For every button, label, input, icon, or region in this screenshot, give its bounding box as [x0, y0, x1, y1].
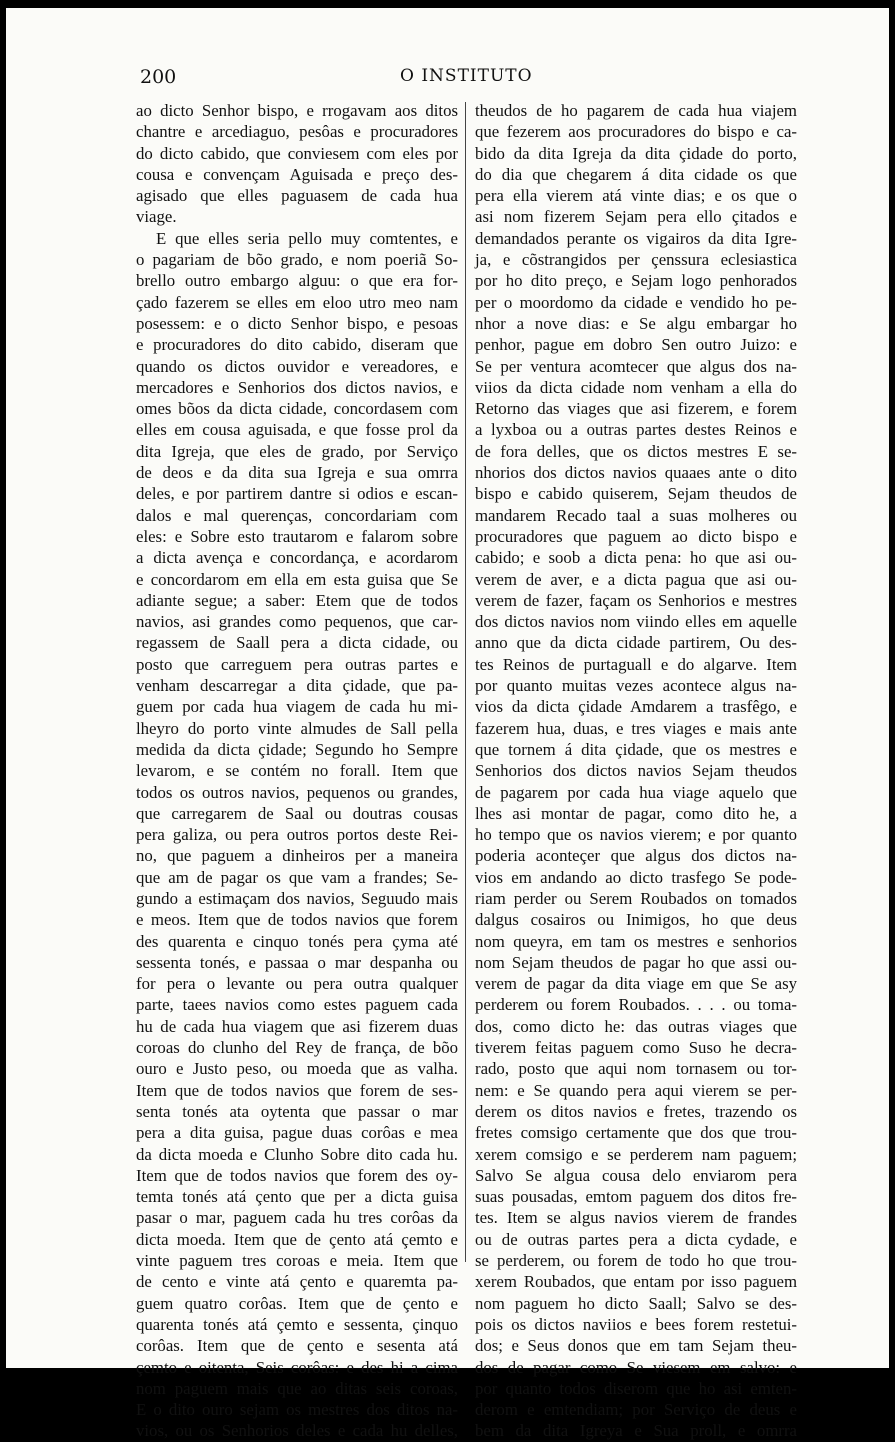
text-line: ao dicto Senhor bispo, e rrogavam aos ditos: [136, 101, 458, 120]
text-line: guem por cada hua viagem de cada hu mi-: [136, 697, 458, 717]
page-number: 200: [140, 66, 177, 88]
text-line: deles, e por partirem dantre si odios e escan-: [136, 484, 458, 504]
text-line: pera ella vierem atá vinte dias; e os que o: [475, 186, 797, 206]
text-line: poderia aconteçer que algus dos dictos na-: [475, 846, 797, 866]
text-line: suas pousadas, emtom paguem dos ditos fre-: [475, 1187, 797, 1207]
text-line: se perderem, ou forem de todo ho que trou-: [475, 1251, 797, 1271]
text-line: da dicta moeda e Clunho Sobre dito cada hu.: [136, 1144, 458, 1164]
text-line: quarenta tonés atá çemto e sessenta, çinquo: [136, 1314, 458, 1334]
text-line: elles em cousa aguisada, e que fosse prol da: [136, 420, 458, 440]
text-line: perderem ou forem Roubados. . . . ou toma-: [475, 995, 797, 1015]
text-line: procuradores que paguem ao dicto bispo e: [475, 526, 797, 546]
text-line: cabido; e soob a dicta pena: ho que asi ou-: [475, 548, 797, 568]
text-line: cousa e convençam Aguisada e preço des-: [136, 164, 458, 184]
text-line: Se per ventura acomtecer que algus dos na-: [475, 356, 797, 376]
text-line: omes bõos da dicta cidade, concordasem com: [136, 399, 458, 419]
text-line: dos dictos navios nom viindo elles em aquelle: [475, 612, 797, 632]
text-line: pois os dictos naviios e bees forem restetui-: [475, 1314, 797, 1334]
text-line: nem: e Se quando pera aqui vierem se per-: [475, 1080, 797, 1100]
text-line: hu de cada hua viagem que asi fizerem duas: [136, 1016, 458, 1036]
text-line: verem de aver, e a dicta pagua que asi ou-: [475, 569, 797, 589]
text-line: medida da dicta çidade; Segundo ho Sempre: [136, 739, 458, 759]
text-line: derom e emtendiam; por Serviço de deus e: [475, 1400, 797, 1420]
text-line: nom queyra, em tam os mestres e senhorios: [475, 931, 797, 951]
text-line: regassem de Saall pera a dicta cidade, ou: [136, 633, 458, 653]
text-line: dos de pagar como Se viesem em salvo: e: [475, 1357, 797, 1377]
text-line: ouro e Justo peso, ou moeda que as valha.: [136, 1059, 458, 1079]
text-line: por quanto todos diserom que ho asi emten-: [475, 1378, 797, 1398]
text-line: theudos de ho pagarem de cada hua viajem: [475, 101, 797, 120]
text-line: que carregarem de Saal ou doutras cousas: [136, 803, 458, 823]
text-line: guem quatro corôas. Item que de çento e: [136, 1293, 458, 1313]
text-line: tes Reinos de purtaguall e do algarve. Item: [475, 654, 797, 674]
text-line: nhorios dos dictos navios quaaes ante o dito: [475, 463, 797, 483]
text-line: do dicto cabido, que conviesem com eles por: [136, 143, 458, 163]
text-line: Senhorios dos dictos navios Sejam theudos: [475, 761, 797, 781]
text-line: mercadores e Senhorios dos dictos navios, e: [136, 377, 458, 397]
text-line: e procuradores do dito cabido, diseram que: [136, 335, 458, 355]
text-line: vios, ou os Senhorios deles e cada hu delles,: [136, 1421, 458, 1441]
text-line: ja, e cõstrangidos per çenssura eclesiastica: [475, 250, 797, 270]
text-line: parte, taees navios como estes paguem cada: [136, 995, 458, 1015]
text-line: gundo a estimaçam dos navios, Seguudo mais: [136, 888, 458, 908]
text-line: per o moordomo da cidade e vendido ho pe-: [475, 292, 797, 312]
text-line: por ho dito preço, e Sejam logo penhorados: [475, 271, 797, 291]
column-divider: [465, 102, 466, 1262]
text-line: ho tempo que os navios vierem; e por quanto: [475, 825, 797, 845]
text-line: brello outro embargo alguu: o que era for-: [136, 271, 458, 291]
text-line: mandarem Recado taal a suas molheres ou: [475, 505, 797, 525]
text-line: tes. Item se algus navios vierem de frandes: [475, 1208, 797, 1228]
text-line: xerem Roubados, que entam por isso paguem: [475, 1272, 797, 1292]
text-line: asi nom fizerem Sejam pera ello çitados e: [475, 207, 797, 227]
text-line: agisado que elles paguasem de cada hua: [136, 186, 458, 206]
text-line: eles: e Sobre esto trautarom e falarom sobre: [136, 526, 458, 546]
text-line: o pagariam de bõo grado, e nom poeriã So-: [136, 250, 458, 270]
text-line: E o dito ouro sejam os mestres dos ditos na-: [136, 1400, 458, 1420]
text-line: dalos e mal querenças, concordariam com: [136, 505, 458, 525]
text-line: adiante segue; a saber: Etem que de todos: [136, 590, 458, 610]
text-line: Salvo Se algua cousa delo enviarom pera: [475, 1165, 797, 1185]
text-line: fazerem hua, duas, e tres viages e mais ante: [475, 718, 797, 738]
left-text-column: [136, 100, 458, 1442]
text-line: pera a dita guisa, pague duas corôas e mea: [136, 1123, 458, 1143]
text-line: dos; e Seus donos que em tam Sejam theu-: [475, 1336, 797, 1356]
text-line: dicta moeda. Item que de çento atá çemto e: [136, 1229, 458, 1249]
text-line: nhor a nove dias: e Se algu embargar ho: [475, 313, 797, 333]
text-line: sessenta tonés, e passaa o mar despanha ou: [136, 952, 458, 972]
text-line: des quarenta e cinquo tonés pera çyma até: [136, 931, 458, 951]
text-line: verem de pagar da dita viage em que Se asy: [475, 974, 797, 994]
text-line: nom paguem ho dicto Saall; Salvo se des-: [475, 1293, 797, 1313]
right-text-column: [475, 100, 797, 1442]
text-line: levarom, e se contém no forall. Item que: [136, 761, 458, 781]
text-line: nom paguem mais que ao ditas seis coroas,: [136, 1378, 458, 1398]
text-line: e concordarom em ella em esta guisa que Se: [136, 569, 458, 589]
text-line: por quanto muitas vezes acontece algus na-: [475, 676, 797, 696]
text-line: for pera o levante ou pera outra qualquer: [136, 974, 458, 994]
text-line: dalgus cosairos ou Inimigos, ho que deus: [475, 910, 797, 930]
text-line: verem de fazer, façam os Senhorios e mestres: [475, 590, 797, 610]
text-line: corôas. Item que de çento e sesenta atá: [136, 1336, 458, 1356]
text-line: que fezerem aos procuradores do bispo e ca-: [475, 122, 797, 142]
text-line: nom Sejam theudos de pagar ho que assi ou-: [475, 952, 797, 972]
text-line: çado fazerem se elles em eloo utro meo nam: [136, 292, 458, 312]
text-line: todos os outros navios, pequenos ou grandes,: [136, 782, 458, 802]
text-line: bispo e cabido quiserem, Sejam theudos de: [475, 484, 797, 504]
text-line: que am de pagar os que vam a frandes; Se-: [136, 867, 458, 887]
text-line: vinte paguem tres coroas e meia. Item que: [136, 1251, 458, 1271]
text-line: Retorno das viages que asi fizerem, e forem: [475, 399, 797, 419]
text-line: de fora delles, que os dictos mestres E se-: [475, 441, 797, 461]
text-line: chantre e arcediaguo, pesôas e procuradores: [136, 122, 458, 142]
text-line: tiverem feitas paguem como Suso he decra-: [475, 1038, 797, 1058]
text-line: pera galiza, ou pera outros portos deste Rei-: [136, 825, 458, 845]
text-line: Item que de todos navios que forem des oy-: [136, 1165, 458, 1185]
text-line: que tornem á dita çidade, que os mestres e: [475, 739, 797, 759]
text-line: penhor, pague em dobro Sen outro Juizo: e: [475, 335, 797, 355]
text-line: temta tonés atá çento que per a dicta guisa: [136, 1187, 458, 1207]
text-line: quando os dictos ouvidor e vereadores, e: [136, 356, 458, 376]
text-line: posto que carreguem pera outras partes e: [136, 654, 458, 674]
running-title: O INSTITUTO: [400, 66, 533, 86]
text-line: pasar o mar, paguem cada hu tres corôas da: [136, 1208, 458, 1228]
text-line: a lyxboa ou a outras partes destes Reinos e: [475, 420, 797, 440]
text-line: navios, asi grandes como pequenos, que car-: [136, 612, 458, 632]
text-line: lhes asi montar de pagar, como dito he, a: [475, 803, 797, 823]
text-line: senta tonés ata oytenta que passar o mar: [136, 1101, 458, 1121]
text-line: de cento e vinte atá çento e quaremta pa-: [136, 1272, 458, 1292]
text-line: ou de outras partes pera a dicta cydade, e: [475, 1229, 797, 1249]
text-line: posessem: e o dicto Senhor bispo, e pesoas: [136, 313, 458, 333]
text-line: bido da dita Igreja da dita çidade do porto,: [475, 143, 797, 163]
text-line: de deos e da dita sua Igreja e sua omrra: [136, 463, 458, 483]
text-line: do dia que chegarem á dita cidade os que: [475, 164, 797, 184]
text-line: bem da dita Igreya e Sua proll, e omrra: [475, 1421, 797, 1441]
text-line: coroas do clunho del Rey de frança, de bõo: [136, 1038, 458, 1058]
text-line: rado, posto que aqui nom tornasem ou tor-: [475, 1059, 797, 1079]
text-line: Item que de todos navios que forem de ses-: [136, 1080, 458, 1100]
text-line: viage.: [136, 207, 177, 227]
text-line: dita Igreja, que eles de grado, por Serviço: [136, 441, 458, 461]
text-line: riam perder ou Serem Roubados on tomados: [475, 888, 797, 908]
text-line: venham descarregar a dita çidade, que pa-: [136, 676, 458, 696]
text-line: a dicta avença e concordança, e acordarom: [136, 548, 458, 568]
text-line: vios em andando ao dicto trasfego Se pode-: [475, 867, 797, 887]
text-line: çemto e oitenta, Seis corôas: e des hi a cima: [136, 1357, 458, 1377]
text-line: E que elles seria pello muy comtentes, e: [156, 228, 458, 248]
text-line: viios da dicta cidade nom venham a ella do: [475, 377, 797, 397]
text-line: derem os ditos navios e fretes, trazendo os: [475, 1101, 797, 1121]
text-line: demandados perante os vigairos da dita Igre-: [475, 228, 797, 248]
text-line: fretes comsigo certamente que dos que trou-: [475, 1123, 797, 1143]
text-line: de pagarem por cada hua viage aquelo que: [475, 782, 797, 802]
text-line: xerem comsigo e se perderem nam paguem;: [475, 1144, 797, 1164]
text-line: lheyro do porto vinte almudes de Sall pella: [136, 718, 458, 738]
text-line: e meos. Item que de todos navios que forem: [136, 910, 458, 930]
text-line: vios da dicta çidade Amdarem a trasfêgo, e: [475, 697, 797, 717]
text-line: no, que paguem a dinheiros per a maneira: [136, 846, 458, 866]
text-line: anno que da dicta cidade partirem, Ou des-: [475, 633, 797, 653]
text-line: dos, como dicto he: das outras viages que: [475, 1016, 797, 1036]
